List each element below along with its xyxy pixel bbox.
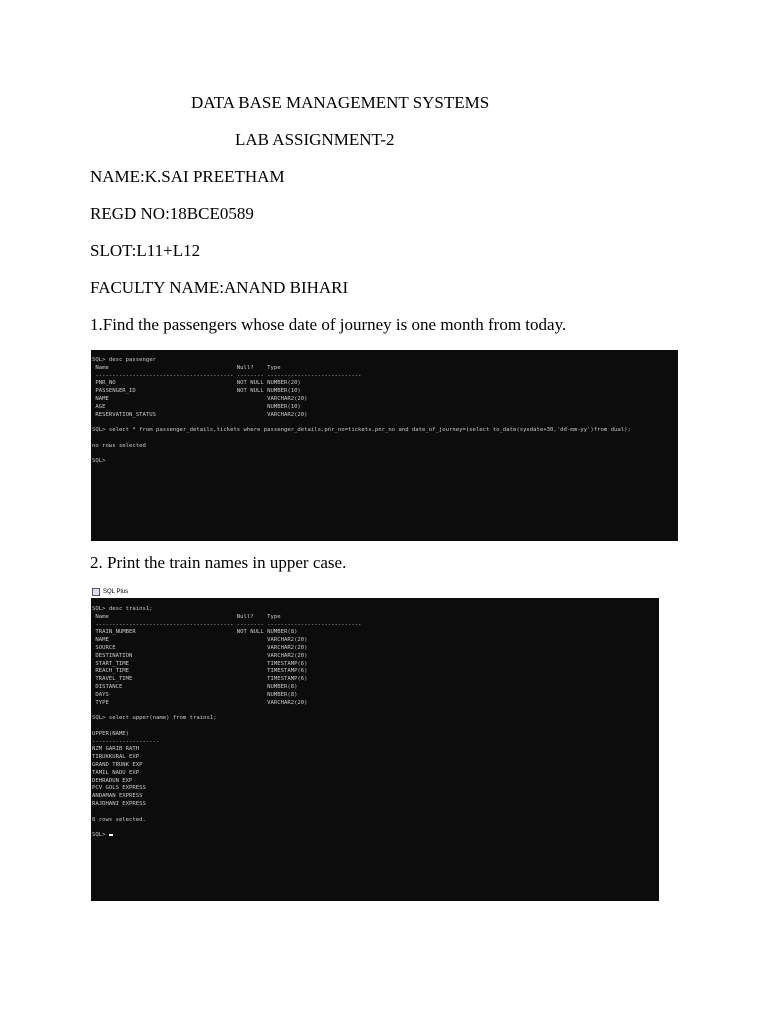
document-subtitle: LAB ASSIGNMENT-2 bbox=[235, 130, 395, 149]
document-title: DATA BASE MANAGEMENT SYSTEMS bbox=[191, 93, 490, 112]
question-1: 1.Find the passengers whose date of journey is one month from today. bbox=[90, 315, 567, 334]
faculty-name: FACULTY NAME:ANAND BIHARI bbox=[90, 278, 349, 297]
sqlplus-window-caption bbox=[92, 588, 128, 596]
student-slot: SLOT:L11+L12 bbox=[90, 241, 201, 260]
console-output-1: SQL> desc passenger Name Null? Type ----------------------------------------- -------- ---------------------------- PNR_NO NOT NULL NUMBER(20) PASSENGER_ID NOT NULL NUMBER(10) NAME VARCHAR2(20) AGE NUMBER(10) RESERVATION_STATUS VARCHAR2(20) SQL> select * from passenger_details,tickets where passenger_details.pnr_no=tickets.pnr_no and date_of_journey=(select to_date(sysdate+30,'dd-mm-yy')from dual); no rows selected SQL> bbox=[92, 357, 631, 465]
terminal-cursor bbox=[109, 834, 113, 836]
console-output-2: SQL> desc trains1; Name Null? Type ----------------------------------------- -------- ---------------------------- TRAIN_NUMBER NOT NULL NUMBER(8) NAME VARCHAR2(20) SOURCE VARCHAR2(20) DESTINATION VARCHAR2(20) START_TIME TIMESTAMP(6) REACH_TIME TIMESTAMP(6) TRAVEL_TIME TIMESTAMP(6) DISTANCE NUMBER(8) DAYS NUMBER(8) TYPE VARCHAR2(20) SQL> select upper(name) from trains1; UPPER(NAME) -------------------- NZM GARIB RATH TIRUKKURAL EXP GRAND TRUNK EXP TAMIL NADU EXP DEHRADUN EXP PCV GOLS EXPRESS ANDAMAN EXPRESS RAJDHANI EXPRESS 8 rows selected. SQL> bbox=[92, 606, 362, 839]
sqlplus-window-title: SQL Plus bbox=[103, 589, 129, 595]
console-screenshot-2 bbox=[91, 598, 659, 901]
student-regd-no: REGD NO:18BCE0589 bbox=[90, 204, 254, 223]
console-screenshot-1 bbox=[91, 350, 678, 541]
sqlplus-app-icon bbox=[92, 588, 100, 596]
student-name: NAME:K.SAI PREETHAM bbox=[90, 167, 285, 186]
question-2: 2. Print the train names in upper case. bbox=[90, 553, 347, 572]
